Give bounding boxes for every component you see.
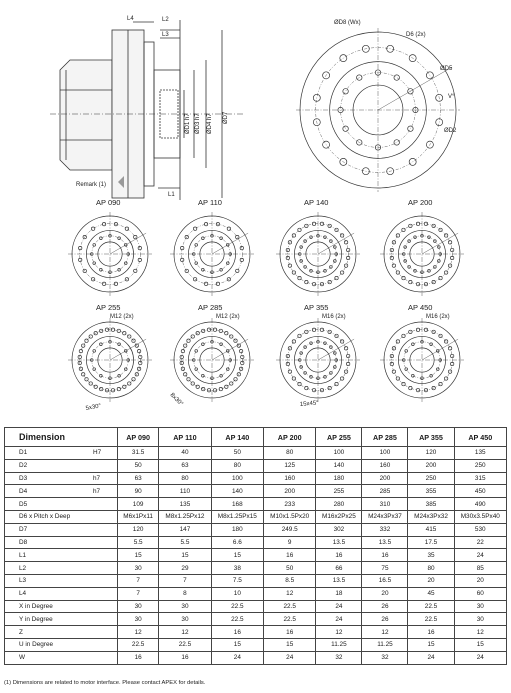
row-label: L3 [5,574,92,587]
row-label: D3 [5,472,92,485]
flange-row2-1 [170,318,254,402]
row-tolerance [91,562,118,575]
row-label: X in Degree [5,600,92,613]
model-label-ap200: AP 200 [408,198,433,207]
table-cell: 250 [454,459,506,472]
row-tolerance [91,626,118,639]
table-cell: 12 [118,626,159,639]
table-cell: 45 [408,587,454,600]
thread-label-ap355: M16 (2x) [322,314,346,320]
table-cell: 100 [211,472,263,485]
table-cell: 17.5 [408,536,454,549]
flange-row1-0 [68,212,152,296]
table-cell: 385 [408,498,454,511]
row-tolerance [91,600,118,613]
row-tolerance [91,510,118,523]
row-tolerance [91,459,118,472]
model-label-ap110: AP 110 [198,198,222,207]
table-row [5,600,507,613]
flange-row1-1 [170,212,254,296]
table-row [5,459,507,472]
row-tolerance [91,613,118,626]
label-l4: L4 [127,16,134,22]
table-cell: 15 [454,638,506,651]
front-view [296,28,460,192]
label-v: V° [448,94,455,100]
table-cell: 490 [454,498,506,511]
table-cell: 7.5 [211,574,263,587]
table-cell: 355 [408,485,454,498]
table-cell: 63 [118,472,159,485]
row-tolerance [91,498,118,511]
thread-label-ap285: M12 (2x) [216,314,240,320]
model-label-ap140: AP 140 [304,198,329,207]
table-cell: 5.5 [159,536,211,549]
table-cell: 16 [408,626,454,639]
table-cell: 50 [264,562,316,575]
table-cell: 135 [454,447,506,460]
angle-label-ap285: 8x30° [168,392,184,408]
model-label-ap090: AP 090 [96,198,121,207]
model-front-views [68,212,464,402]
header-model: AP 200 [264,428,316,447]
row-tolerance [91,523,118,536]
table-cell: 15 [159,549,211,562]
table-cell: 415 [408,523,454,536]
header-model: AP 285 [362,428,408,447]
table-row [5,574,507,587]
table-cell: 100 [362,447,408,460]
table-cell: 12 [316,626,362,639]
table-row [5,626,507,639]
table-cell: 16 [118,651,159,664]
table-cell: 13.5 [362,536,408,549]
table-cell: 24 [211,651,263,664]
table-cell: 12 [159,626,211,639]
table-row [5,613,507,626]
table-cell: 13.5 [316,536,362,549]
table-cell: 32 [316,651,362,664]
table-cell: 18 [316,587,362,600]
table-cell: 110 [159,485,211,498]
table-cell: 32 [362,651,408,664]
row-tolerance: h7 [91,485,118,498]
table-cell: 50 [118,459,159,472]
row-label: Z [5,626,92,639]
table-cell: M6x1Px11 [118,510,159,523]
row-label: D2 [5,459,92,472]
table-cell: 30 [118,613,159,626]
table-cell: 16 [264,549,316,562]
table-cell: 8.5 [264,574,316,587]
table-cell: 13.5 [316,574,362,587]
table-cell: 40 [159,447,211,460]
label-l3: L3 [162,32,169,38]
table-cell: 24 [454,651,506,664]
table-cell: 280 [316,498,362,511]
table-cell: 530 [454,523,506,536]
table-cell: 160 [264,472,316,485]
table-cell: 22.5 [211,600,263,613]
thread-label-ap450: M16 (2x) [426,314,450,320]
table-cell: 140 [211,485,263,498]
table-cell: 80 [408,562,454,575]
table-cell: 16 [211,626,263,639]
table-cell: 16.5 [362,574,408,587]
label-d3: ØD3 h7 [195,113,201,134]
table-cell: 22.5 [408,600,454,613]
thread-label-ap255: M12 (2x) [110,314,134,320]
table-cell: 200 [362,472,408,485]
angle-label-ap255: 5x30° [85,403,102,412]
table-cell: 90 [118,485,159,498]
row-tolerance [91,587,118,600]
table-cell: 29 [159,562,211,575]
table-cell: M8x1.25Px12 [159,510,211,523]
table-cell: 109 [118,498,159,511]
table-cell: 30 [118,562,159,575]
flange-row1-2 [276,212,360,296]
table-cell: 22.5 [211,613,263,626]
table-cell: 7 [159,574,211,587]
row-tolerance [91,536,118,549]
table-cell: 120 [408,447,454,460]
remark-label: Remark (1) [76,182,107,188]
table-row [5,523,507,536]
row-label: D8 [5,536,92,549]
table-cell: 160 [362,459,408,472]
table-cell: 168 [211,498,263,511]
table-cell: 22.5 [118,638,159,651]
table-cell: M10x1.5Px20 [264,510,316,523]
table-cell: 12 [362,626,408,639]
table-row [5,510,507,523]
table-header-row [5,428,507,447]
table-cell: 22.5 [408,613,454,626]
table-cell: 24 [316,613,362,626]
table-cell: 200 [408,459,454,472]
label-d2: ØD2 [444,128,457,134]
dimension-table [4,427,507,665]
table-row [5,498,507,511]
row-label: D5 [5,498,92,511]
table-cell: 60 [454,587,506,600]
flange-row1-3 [380,212,464,296]
table-cell: 75 [362,562,408,575]
table-row [5,536,507,549]
table-cell: M24x3Px37 [362,510,408,523]
header-model: AP 110 [159,428,211,447]
label-l2: L2 [162,17,169,23]
table-cell: M30x3.5Px40 [454,510,506,523]
table-cell: 16 [159,651,211,664]
table-cell: 125 [264,459,316,472]
table-cell: 5.5 [118,536,159,549]
table-cell: 100 [316,447,362,460]
table-cell: 147 [159,523,211,536]
table-cell: 30 [454,600,506,613]
table-cell: 63 [159,459,211,472]
footnote: (1) Dimensions are related to motor interface. Please contact APEX for details. [4,680,206,686]
row-label: L1 [5,549,92,562]
table-cell: 9 [264,536,316,549]
table-cell: 22.5 [264,600,316,613]
model-label-ap355: AP 355 [304,303,329,312]
table-cell: 6.6 [211,536,263,549]
row-tolerance: h7 [91,472,118,485]
model-label-ap285: AP 285 [198,303,223,312]
label-d7: ØD7 [223,111,229,124]
table-cell: 26 [362,613,408,626]
table-row [5,651,507,664]
table-cell: 8 [159,587,211,600]
table-cell: 310 [362,498,408,511]
table-cell: 180 [211,523,263,536]
table-cell: 80 [264,447,316,460]
table-cell: 233 [264,498,316,511]
table-cell: 249.5 [264,523,316,536]
table-cell: 20 [408,574,454,587]
side-view [50,20,245,200]
label-d6: D6 (2x) [406,32,426,38]
table-cell: 80 [211,459,263,472]
row-label: D1 [5,447,92,460]
row-label: L4 [5,587,92,600]
table-cell: 15 [118,549,159,562]
header-model: AP 140 [211,428,263,447]
table-cell: 285 [362,485,408,498]
table-row [5,562,507,575]
table-cell: 85 [454,562,506,575]
table-cell: 22 [454,536,506,549]
row-tolerance [91,651,118,664]
table-cell: 332 [362,523,408,536]
table-cell: 120 [118,523,159,536]
table-cell: 66 [316,562,362,575]
table-cell: 24 [264,651,316,664]
table-cell: 135 [159,498,211,511]
table-cell: 30 [118,600,159,613]
table-cell: 31.5 [118,447,159,460]
table-row [5,549,507,562]
row-label: W [5,651,92,664]
header-model: AP 450 [454,428,506,447]
table-cell: 12 [264,587,316,600]
table-cell: 315 [454,472,506,485]
table-cell: 50 [211,447,263,460]
table-cell: 80 [159,472,211,485]
table-cell: M24x3Px32 [408,510,454,523]
row-label: U in Degree [5,638,92,651]
table-cell: 7 [118,587,159,600]
label-d8: ØD8 (Wx) [334,20,361,26]
table-cell: 7 [118,574,159,587]
angle-label-ap355: 15x45° [299,400,319,408]
table-cell: 12 [454,626,506,639]
table-cell: 250 [408,472,454,485]
table-cell: 30 [454,613,506,626]
label-d1: ØD1 h7 [185,113,191,134]
table-cell: 11.25 [362,638,408,651]
table-row [5,638,507,651]
front-flange [296,28,460,192]
table-cell: 10 [211,587,263,600]
table-cell: 15 [264,638,316,651]
table-cell: 16 [362,549,408,562]
header-dimension: Dimension [5,428,118,447]
label-d5: ØD5 [440,66,453,72]
row-label: D7 [5,523,92,536]
table-cell: 35 [408,549,454,562]
table-cell: M16x2Px25 [316,510,362,523]
table-cell: 22.5 [159,638,211,651]
table-cell: 24 [408,651,454,664]
row-label: D4 [5,485,92,498]
model-label-ap450: AP 450 [408,303,433,312]
table-cell: 11.25 [316,638,362,651]
row-tolerance: H7 [91,447,118,460]
table-cell: 26 [362,600,408,613]
table-cell: 24 [454,549,506,562]
table-cell: 24 [316,600,362,613]
row-tolerance [91,574,118,587]
table-cell: 450 [454,485,506,498]
table-cell: 38 [211,562,263,575]
table-cell: 16 [316,549,362,562]
flange-row2-2 [276,318,360,402]
table-row [5,587,507,600]
row-label: D6 x Pitch x Deep [5,510,92,523]
table-cell: 16 [264,626,316,639]
row-tolerance [91,638,118,651]
table-row [5,447,507,460]
table-cell: 15 [408,638,454,651]
flange-row2-0 [68,318,152,402]
table-cell: 255 [316,485,362,498]
row-label: L2 [5,562,92,575]
table-row [5,485,507,498]
header-model: AP 255 [316,428,362,447]
flange-row2-3 [380,318,464,402]
table-cell: 180 [316,472,362,485]
table-cell: 140 [316,459,362,472]
header-model: AP 355 [408,428,454,447]
table-row [5,472,507,485]
model-label-ap255: AP 255 [96,303,121,312]
table-cell: 20 [362,587,408,600]
row-tolerance [91,549,118,562]
row-label: Y in Degree [5,613,92,626]
table-cell: 302 [316,523,362,536]
table-cell: M8x1.25Px15 [211,510,263,523]
table-cell: 22.5 [264,613,316,626]
label-d4: ØD4 h7 [207,113,213,134]
table-cell: 15 [211,638,263,651]
table-cell: 20 [454,574,506,587]
header-model: AP 090 [118,428,159,447]
table-cell: 30 [159,600,211,613]
table-cell: 200 [264,485,316,498]
table-cell: 15 [211,549,263,562]
label-l1: L1 [168,192,175,198]
table-cell: 30 [159,613,211,626]
